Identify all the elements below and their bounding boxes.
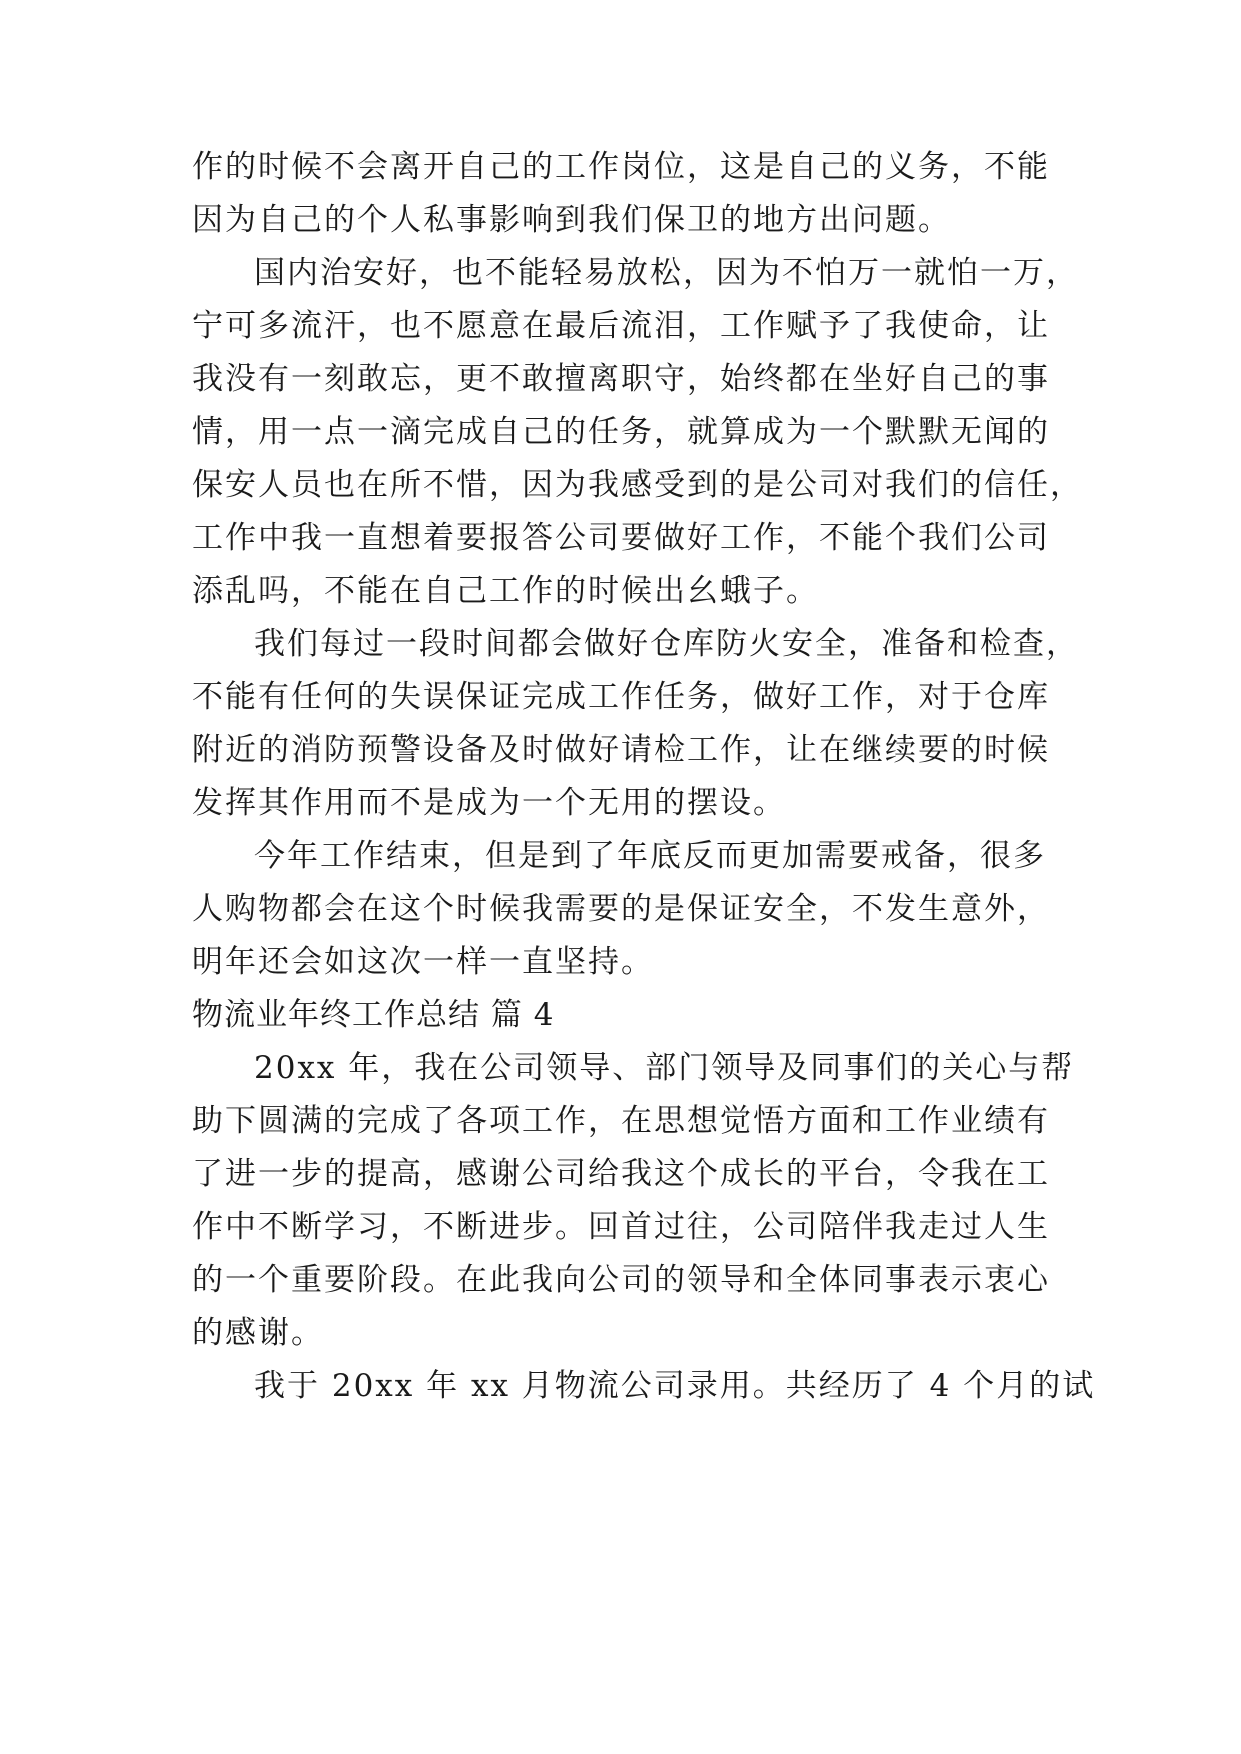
paragraph-start-line: 20xx 年，我在公司领导、部门领导及同事们的关心与帮 [254,1050,1075,1086]
text-line: 了进一步的提高，感谢公司给我这个成长的平台，令我在工 [192,1156,1050,1192]
text-line: 发挥其作用而不是成为一个无用的摆设。 [192,785,786,821]
paragraph-start-line: 今年工作结束，但是到了年底反而更加需要戒备，很多 [254,838,1046,874]
text-line: 工作中我一直想着要报答公司要做好工作，不能个我们公司 [192,520,1050,556]
text-line: 宁可多流汗，也不愿意在最后流泪，工作赋予了我使命，让 [192,308,1050,344]
text-line: 的一个重要阶段。在此我向公司的领导和全体同事表示衷心 [192,1262,1050,1298]
text-line: 作中不断学习，不断进步。回首过往，公司陪伴我走过人生 [192,1209,1050,1245]
text-line: 保安人员也在所不惜，因为我感受到的是公司对我们的信任， [192,467,1083,503]
text-line: 助下圆满的完成了各项工作，在思想觉悟方面和工作业绩有 [192,1103,1050,1139]
paragraph-start-line: 我于 20xx 年 xx 月物流公司录用。共经历了 4 个月的试 [254,1368,1096,1404]
text-line: 我没有一刻敢忘，更不敢擅离职守，始终都在坐好自己的事 [192,361,1050,397]
text-line: 添乱吗，不能在自己工作的时候出幺蛾子。 [192,573,819,609]
text-line: 明年还会如这次一样一直坚持。 [192,944,654,980]
text-line: 附近的消防预警设备及时做好请检工作，让在继续要的时候 [192,732,1050,768]
text-line: 的感谢。 [192,1315,324,1351]
text-line: 作的时候不会离开自己的工作岗位，这是自己的义务，不能 [192,149,1050,185]
text-line: 人购物都会在这个时候我需要的是保证安全，不发生意外， [192,891,1050,927]
paragraph-start-line: 我们每过一段时间都会做好仓库防火安全，准备和检查， [254,626,1079,662]
text-line: 因为自己的个人私事影响到我们保卫的地方出问题。 [192,202,951,238]
text-line: 不能有任何的失误保证完成工作任务，做好工作，对于仓库 [192,679,1050,715]
section-heading: 物流业年终工作总结 篇 4 [192,997,555,1033]
text-line: 情，用一点一滴完成自己的任务，就算成为一个默默无闻的 [192,414,1050,450]
paragraph-start-line: 国内治安好，也不能轻易放松，因为不怕万一就怕一万， [254,255,1079,291]
